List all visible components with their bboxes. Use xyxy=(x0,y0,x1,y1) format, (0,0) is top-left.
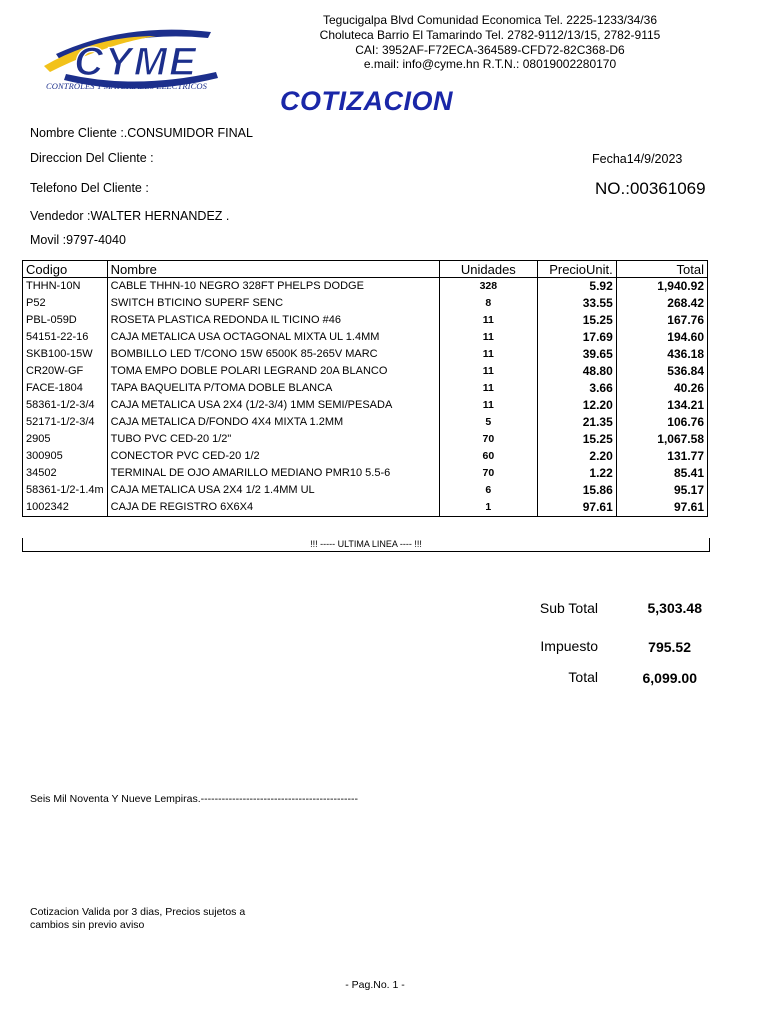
item-code: 2905 xyxy=(23,431,108,448)
table-row xyxy=(23,295,708,312)
address-line-2: Choluteca Barrio El Tamarindo Tel. 2782-9112/13/15, 2782-9115 xyxy=(319,28,661,42)
header-nombre: Nombre xyxy=(107,261,439,278)
table-row xyxy=(23,397,708,414)
item-price: 5.92 xyxy=(537,278,616,296)
validity-line-1: Cotizacion Valida por 3 dias, Precios sujetos a xyxy=(30,906,246,918)
total-value: 6,099.00 xyxy=(642,670,697,686)
table-row xyxy=(23,329,708,346)
item-name: CAJA METALICA USA 2X4 1/2 1.4MM UL xyxy=(107,482,439,499)
email-rtn-line: e.mail: info@cyme.hn R.T.N.: 08019002280170 xyxy=(363,57,617,71)
item-total: 85.41 xyxy=(616,465,707,482)
logo-caption: CONTROLES Y MATERIALES ELECTRICOS xyxy=(46,81,207,91)
logo-wordmark: CYME xyxy=(74,40,198,84)
item-name: TOMA EMPO DOBLE POLARI LEGRAND 20A BLANCO xyxy=(107,363,439,380)
item-total: 106.76 xyxy=(616,414,707,431)
item-price: 33.55 xyxy=(537,295,616,312)
item-qty: 11 xyxy=(439,312,537,329)
items-table xyxy=(22,260,708,517)
item-qty: 1 xyxy=(439,499,537,517)
item-qty: 6 xyxy=(439,482,537,499)
item-code: P52 xyxy=(23,295,108,312)
item-code: CR20W-GF xyxy=(23,363,108,380)
amount-in-words: Seis Mil Noventa Y Nueve Lempiras.--------------------------------------------- xyxy=(30,793,358,805)
header-unidades: Unidades xyxy=(439,261,537,278)
table-row xyxy=(23,363,708,380)
cai-line: CAI: 3952AF-F72ECA-364589-CFD72-82C368-D6 xyxy=(355,43,625,57)
item-code: THHN-10N xyxy=(23,278,108,296)
item-total: 131.77 xyxy=(616,448,707,465)
subtotal-label: Sub Total xyxy=(539,600,598,616)
tax-value: 795.52 xyxy=(648,639,691,655)
item-price: 39.65 xyxy=(537,346,616,363)
item-price: 21.35 xyxy=(537,414,616,431)
item-total: 268.42 xyxy=(616,295,707,312)
tax-label: Impuesto xyxy=(540,638,598,654)
mobile: Movil :9797-4040 xyxy=(30,233,126,247)
item-total: 95.17 xyxy=(616,482,707,499)
item-total: 1,067.58 xyxy=(616,431,707,448)
item-price: 2.20 xyxy=(537,448,616,465)
item-code: PBL-059D xyxy=(23,312,108,329)
item-total: 536.84 xyxy=(616,363,707,380)
table-row xyxy=(23,312,708,329)
item-qty: 328 xyxy=(439,278,537,296)
item-code: 58361-1/2-1.4m xyxy=(23,482,108,499)
validity-line-2: cambios sin previo aviso xyxy=(30,919,145,931)
item-qty: 70 xyxy=(439,431,537,448)
item-total: 436.18 xyxy=(616,346,707,363)
item-qty: 11 xyxy=(439,380,537,397)
item-total: 194.60 xyxy=(616,329,707,346)
item-name: TERMINAL DE OJO AMARILLO MEDIANO PMR10 5.5-6 xyxy=(107,465,439,482)
header-total: Total xyxy=(616,261,707,278)
cyme-logo xyxy=(36,14,236,106)
item-code: 300905 xyxy=(23,448,108,465)
table-row xyxy=(23,380,708,397)
document-number: NO.:00361069 xyxy=(595,179,706,198)
item-name: CAJA METALICA D/FONDO 4X4 MIXTA 1.2MM xyxy=(107,414,439,431)
table-row xyxy=(23,414,708,431)
item-name: BOMBILLO LED T/CONO 15W 6500K 85-265V MARC xyxy=(107,346,439,363)
item-code: 1002342 xyxy=(23,499,108,517)
item-code: 34502 xyxy=(23,465,108,482)
total-label: Total xyxy=(568,669,598,685)
table-row xyxy=(23,278,708,296)
item-total: 1,940.92 xyxy=(616,278,707,296)
item-name: CONECTOR PVC CED-20 1/2 xyxy=(107,448,439,465)
item-name: CAJA DE REGISTRO 6X6X4 xyxy=(107,499,439,517)
last-line-marker: !!! ----- ULTIMA LINEA ---- !!! xyxy=(22,538,710,552)
subtotal-value: 5,303.48 xyxy=(647,600,702,616)
item-code: 54151-22-16 xyxy=(23,329,108,346)
page-number: - Pag.No. 1 - xyxy=(345,979,405,991)
table-row xyxy=(23,431,708,448)
item-price: 15.86 xyxy=(537,482,616,499)
salesperson: Vendedor :WALTER HERNANDEZ . xyxy=(30,209,230,223)
item-name: ROSETA PLASTICA REDONDA IL TICINO #46 xyxy=(107,312,439,329)
item-price: 15.25 xyxy=(537,431,616,448)
document-title: COTIZACION xyxy=(280,86,453,116)
table-header-row xyxy=(23,261,708,278)
item-code: 52171-1/2-3/4 xyxy=(23,414,108,431)
item-code: 58361-1/2-3/4 xyxy=(23,397,108,414)
item-price: 17.69 xyxy=(537,329,616,346)
item-total: 97.61 xyxy=(616,499,707,517)
item-total: 167.76 xyxy=(616,312,707,329)
item-price: 3.66 xyxy=(537,380,616,397)
header-precio: PrecioUnit. xyxy=(537,261,616,278)
item-name: CAJA METALICA USA OCTAGONAL MIXTA UL 1.4MM xyxy=(107,329,439,346)
item-qty: 5 xyxy=(439,414,537,431)
item-qty: 11 xyxy=(439,397,537,414)
item-total: 134.21 xyxy=(616,397,707,414)
header-codigo: Codigo xyxy=(23,261,108,278)
table-row xyxy=(23,499,708,517)
item-price: 1.22 xyxy=(537,465,616,482)
item-name: SWITCH BTICINO SUPERF SENC xyxy=(107,295,439,312)
item-price: 97.61 xyxy=(537,499,616,517)
table-row xyxy=(23,448,708,465)
table-row xyxy=(23,346,708,363)
item-total: 40.26 xyxy=(616,380,707,397)
item-name: TUBO PVC CED-20 1/2" xyxy=(107,431,439,448)
item-price: 15.25 xyxy=(537,312,616,329)
client-name: Nombre Cliente :.CONSUMIDOR FINAL xyxy=(30,126,253,140)
item-qty: 70 xyxy=(439,465,537,482)
document-date: Fecha14/9/2023 xyxy=(592,152,683,166)
table-row xyxy=(23,482,708,499)
item-name: TAPA BAQUELITA P/TOMA DOBLE BLANCA xyxy=(107,380,439,397)
item-price: 12.20 xyxy=(537,397,616,414)
table-row xyxy=(23,465,708,482)
item-price: 48.80 xyxy=(537,363,616,380)
item-qty: 11 xyxy=(439,346,537,363)
address-line-1: Tegucigalpa Blvd Comunidad Economica Tel. 2225-1233/34/36 xyxy=(322,13,657,27)
client-phone: Telefono Del Cliente : xyxy=(30,181,149,195)
item-qty: 11 xyxy=(439,329,537,346)
item-qty: 8 xyxy=(439,295,537,312)
item-code: SKB100-15W xyxy=(23,346,108,363)
item-qty: 60 xyxy=(439,448,537,465)
item-code: FACE-1804 xyxy=(23,380,108,397)
client-address: Direccion Del Cliente : xyxy=(30,151,154,165)
item-name: CAJA METALICA USA 2X4 (1/2-3/4) 1MM SEMI/PESADA xyxy=(107,397,439,414)
item-name: CABLE THHN-10 NEGRO 328FT PHELPS DODGE xyxy=(107,278,439,296)
item-qty: 11 xyxy=(439,363,537,380)
